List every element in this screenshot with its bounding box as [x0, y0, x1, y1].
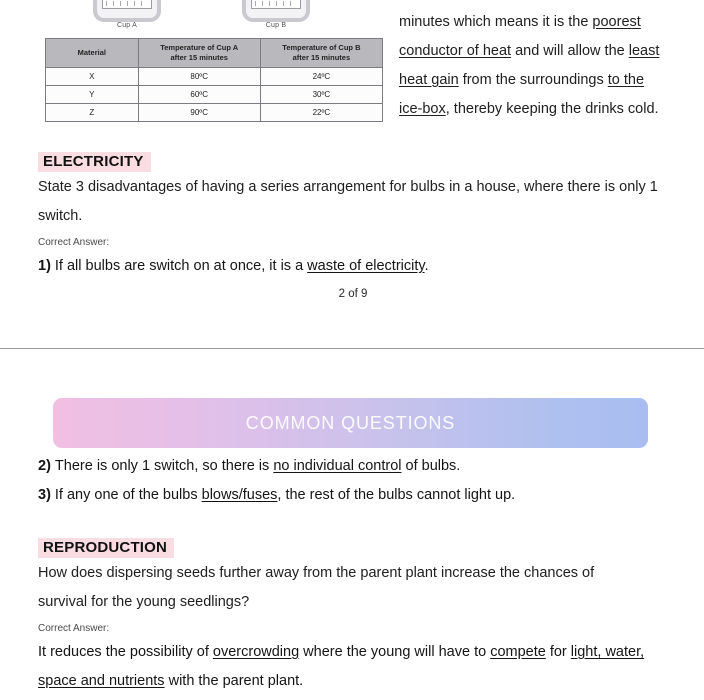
- electricity-heading-wrap: [38, 152, 678, 172]
- answer-text-2: , the rest of the bulbs cannot light up.: [277, 487, 516, 503]
- electricity-question: State 3 disadvantages of having a series arrangement for bulbs in a house, where there is only 1 switch.: [38, 179, 658, 224]
- column-header-cup-b: [260, 39, 382, 68]
- cup-a-caption: Cup A: [116, 22, 138, 29]
- table-head: [46, 39, 383, 68]
- section-heading-electricity: ELECTRICITY: [38, 152, 151, 172]
- page-footer-number: 2 of 9: [338, 288, 368, 300]
- answer-underline-1: no individual control: [273, 458, 402, 474]
- cup-a-scale-icon: [106, 1, 148, 6]
- continued-text-2: and will allow the: [511, 43, 629, 59]
- column-header-cup-a: [138, 39, 260, 68]
- continued-answer-paragraph: [399, 8, 661, 124]
- continued-underline-2: least heat gain: [399, 43, 660, 88]
- column-header-cup-b-line1: Temperature of Cup B: [282, 43, 361, 52]
- continued-underline-1: poorest conductor of heat: [399, 14, 641, 59]
- cup-experiment-figures: [45, 0, 385, 40]
- answer-text-2: .: [424, 258, 429, 274]
- column-header-material: Material: [46, 39, 139, 68]
- common-questions-banner: [53, 398, 648, 448]
- cup-b-diagram-inner: [251, 0, 301, 9]
- column-header-cup-b-line2: after 15 minutes: [292, 53, 351, 62]
- cup-b-scale-icon: [255, 1, 297, 6]
- page-2: [0, 0, 704, 300]
- electricity-section: [38, 152, 678, 300]
- table-body: [46, 68, 383, 122]
- correct-answer-label: Correct Answer:: [38, 623, 110, 634]
- section-heading-reproduction: REPRODUCTION: [38, 538, 174, 558]
- table-header-row: [46, 39, 383, 68]
- cup-a-diagram-icon: [93, 0, 161, 22]
- answer-underline-2: compete: [490, 644, 546, 660]
- continued-underline-3: to the ice-box: [399, 72, 645, 117]
- answer-text-1: It reduces the possibility of: [38, 644, 213, 660]
- cell-cup-a: 80ºC: [138, 68, 260, 86]
- answer-text-1: If any one of the bulbs: [54, 487, 202, 503]
- cell-cup-a: 60ºC: [138, 86, 260, 104]
- answer-underline-3: light, water, space and nutrients: [38, 644, 645, 689]
- column-header-cup-a-line1: Temperature of Cup A: [160, 43, 239, 52]
- reproduction-answer: [38, 638, 648, 696]
- answer-underline-1: overcrowding: [212, 644, 300, 660]
- column-header-cup-a-line2: after 15 minutes: [170, 53, 228, 62]
- table-row: [46, 68, 383, 86]
- cell-cup-b: 22ºC: [260, 104, 382, 122]
- answer-text-1: If all bulbs are switch on at once, it is a: [54, 258, 308, 274]
- electricity-answer-3: [38, 481, 678, 510]
- continued-text-4: , thereby keeping the drinks cold.: [445, 101, 659, 117]
- answer-number: 1): [38, 258, 51, 274]
- cell-cup-a: 90ºC: [138, 104, 260, 122]
- cell-cup-b: 30ºC: [260, 86, 382, 104]
- table-row: [46, 86, 383, 104]
- cell-cup-b: 24ºC: [260, 68, 382, 86]
- cell-material: Z: [46, 104, 139, 122]
- reproduction-question: How does dispersing seeds further away from the parent plant increase the chances of survival for the young seedlings?: [38, 565, 595, 610]
- continued-text-1: minutes which means it is the: [399, 14, 593, 30]
- cup-a-diagram-inner: [102, 0, 152, 9]
- answer-underline-1: blows/fuses: [201, 487, 278, 503]
- page-separator-divider: [0, 348, 704, 349]
- electricity-answer-2: [38, 452, 678, 481]
- cup-temperature-table: [45, 38, 383, 122]
- answer-text-3: for: [545, 644, 571, 660]
- cell-material: X: [46, 68, 139, 86]
- electricity-answer-1: [38, 252, 678, 281]
- answer-text-2: of bulbs.: [401, 458, 461, 474]
- cup-b-caption: Cup B: [265, 22, 287, 29]
- cell-material: Y: [46, 86, 139, 104]
- reproduction-heading-wrap: [38, 538, 678, 558]
- answer-text-2: where the young will have to: [299, 644, 491, 660]
- table-row: [46, 104, 383, 122]
- cup-b-diagram-icon: [242, 0, 310, 22]
- figure-and-continued-text-row: [0, 0, 704, 148]
- continued-text-3: from the surroundings: [458, 72, 608, 88]
- section-spacer: [38, 510, 678, 538]
- page-3-content: [38, 452, 678, 696]
- answer-text-1: There is only 1 switch, so there is: [54, 458, 274, 474]
- answer-text-4: with the parent plant.: [164, 673, 304, 689]
- answer-underline-1: waste of electricity: [307, 258, 425, 274]
- answer-number: 2): [38, 458, 51, 474]
- common-questions-banner-title: COMMON QUESTIONS: [245, 412, 456, 433]
- correct-answer-label: Correct Answer:: [38, 237, 110, 248]
- answer-number: 3): [38, 487, 51, 503]
